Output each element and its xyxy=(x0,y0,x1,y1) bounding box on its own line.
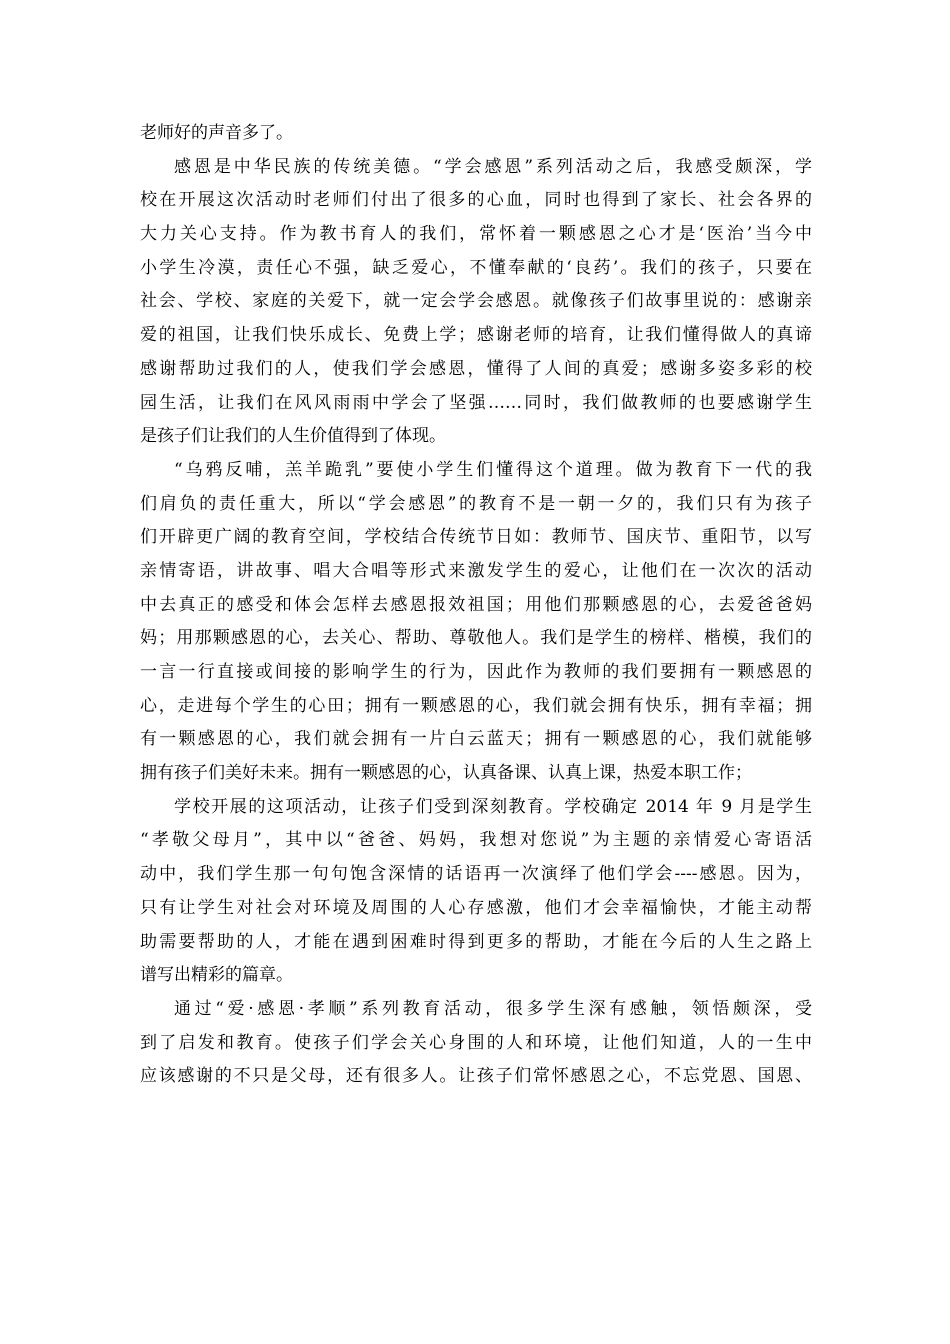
text-line: 感谢帮助过我们的人，使我们学会感恩，懂得了人间的真爱；感谢多姿多彩的校 xyxy=(140,358,812,379)
text-line: 拥有孩子们美好未来。拥有一颗感恩的心，认真备课、认真上课，热爱本职工作； xyxy=(140,763,752,784)
text-line: 老师好的声音多了。 xyxy=(140,123,293,143)
text-line: 到了启发和教育。使孩子们学会关心身围的人和环境，让他们知道，人的一生中 xyxy=(140,1032,812,1053)
text-line: 们肩负的责任重大，所以“学会感恩”的教育不是一朝一夕的，我们只有为孩子 xyxy=(140,493,812,514)
text-line: 大力关心支持。作为教书育人的我们，常怀着一颗感恩之心才是‘医治’当今中 xyxy=(140,224,812,245)
text-line: 园生活，让我们在风风雨雨中学会了坚强……同时，我们做教师的也要感谢学生 xyxy=(140,392,812,413)
text-line: 妈；用那颗感恩的心，去关心、帮助、尊敬他人。我们是学生的榜样、楷模，我们的 xyxy=(140,628,812,649)
text-line: 社会、学校、家庭的关爱下，就一定会学会感恩。就像孩子们故事里说的：感谢亲 xyxy=(140,291,812,312)
text-line: 小学生冷漠，责任心不强，缺乏爱心，不懂奉献的‘良药’。我们的孩子，只要在 xyxy=(140,257,812,278)
text-line: 助需要帮助的人，才能在遇到困难时得到更多的帮助，才能在今后的人生之路上 xyxy=(140,931,812,952)
text-line: 爱的祖国，让我们快乐成长、免费上学；感谢老师的培育，让我们懂得做人的真谛 xyxy=(140,325,812,346)
text-line: 应该感谢的不只是父母，还有很多人。让孩子们常怀感恩之心，不忘党恩、国恩、 xyxy=(140,1066,812,1087)
paragraph-first-line: 学校开展的这项活动，让孩子们受到深刻教育。学校确定 2014 年 9 月是学生 xyxy=(174,796,812,817)
paragraph-first-line: 通过“爱·感恩·孝顺”系列教育活动，很多学生深有感触，领悟颇深，受 xyxy=(174,998,812,1019)
text-line: 是孩子们让我们的人生价值得到了体现。 xyxy=(140,426,446,447)
text-line: 心，走进每个学生的心田；拥有一颗感恩的心，我们就会拥有快乐，拥有幸福；拥 xyxy=(140,695,812,716)
text-line: 只有让学生对社会对环境及周围的人心存感激，他们才会幸福愉快，才能主动帮 xyxy=(140,897,812,918)
text-line: 亲情寄语，讲故事、唱大合唱等形式来激发学生的爱心，让他们在一次次的活动 xyxy=(140,560,812,581)
document-body xyxy=(140,117,812,1094)
text-line: 谱写出精彩的篇章。 xyxy=(140,965,293,986)
text-line: 们开辟更广阔的教育空间，学校结合传统节日如：教师节、国庆节、重阳节，以写 xyxy=(140,527,812,548)
text-line: 一言一行直接或间接的影响学生的行为，因此作为教师的我们要拥有一颗感恩的 xyxy=(140,662,812,682)
text-line: 有一颗感恩的心，我们就会拥有一片白云蓝天；拥有一颗感恩的心，我们就能够 xyxy=(140,729,812,750)
text-line: 校在开展这次活动时老师们付出了很多的心血，同时也得到了家长、社会各界的 xyxy=(140,190,812,211)
text-line: “孝敬父母月”，其中以“爸爸、妈妈，我想对您说”为主题的亲情爱心寄语活 xyxy=(140,830,812,851)
paragraph-first-line: 感恩是中华民族的传统美德。“学会感恩”系列活动之后，我感受颇深，学 xyxy=(174,156,812,177)
text-line: 中去真正的感受和体会怎样去感恩报效祖国；用他们那颗感恩的心，去爱爸爸妈 xyxy=(140,594,812,615)
paragraph-first-line: “乌鸦反哺，羔羊跪乳”要使小学生们懂得这个道理。做为教育下一代的我 xyxy=(174,459,812,480)
text-line: 动中，我们学生那一句句饱含深情的话语再一次演绎了他们学会----感恩。因为， xyxy=(140,864,812,885)
